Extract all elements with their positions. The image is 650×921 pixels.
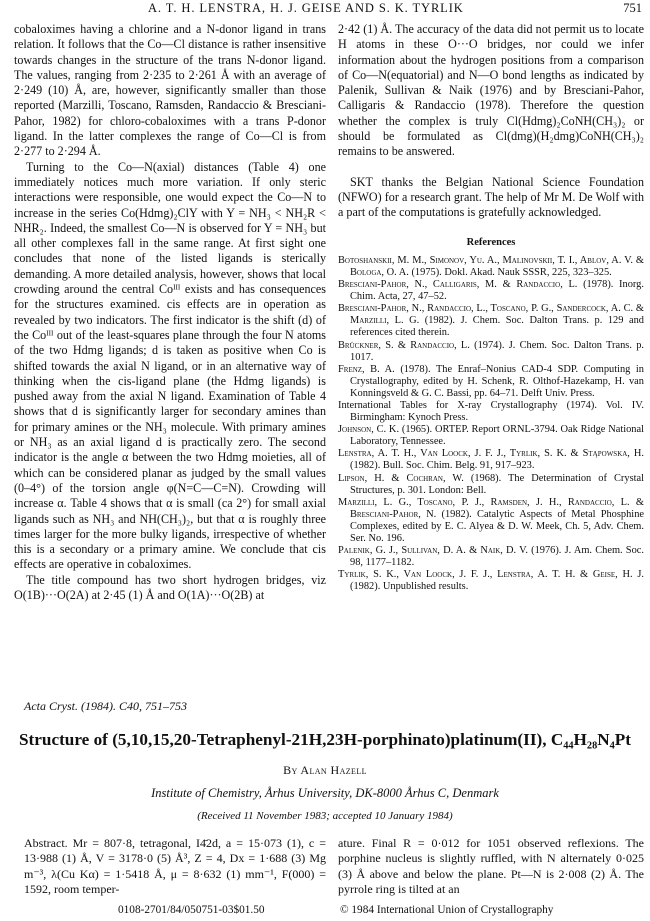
reference-authors: Bresciani-Pahor, N., Randaccio, L., Toscano, P. G., Sandercock, A. C. & Marzilli, L. G.: [338, 303, 644, 327]
reference-item: [338, 255, 644, 279]
reference-item: [338, 545, 644, 569]
right-column: [338, 22, 644, 593]
left-column: [14, 22, 326, 603]
header-authors: A. T. H. LENSTRA, H. J. GEISE AND S. K. TYRLIK: [148, 1, 464, 15]
reference-authors: Tyrlik, S. K., Van Loock, J. F. J., Lenstra, A. T. H. & Geise, H. J.: [338, 569, 644, 581]
reference-details: (1978). Inorg. Chim. Acta, 27, 47–52.: [350, 279, 644, 303]
reference-authors: Brückner, S. & Randaccio, L.: [338, 339, 470, 351]
reference-authors: Botoshanskii, M. M., Simonov, Yu. A., Malinovskii, T. I., Ablov, A. V. & Bologa, O. A.: [338, 254, 644, 278]
reference-details: (1976). J. Am. Chem. Soc. 98, 1177–1182.: [350, 545, 644, 569]
reference-authors: Bresciani-Pahor, N., Calligaris, M. & Randaccio, L.: [338, 279, 578, 291]
reference-item: [338, 569, 644, 593]
reference-details: (1978). The Enraf–Nonius CAD-4 SDP. Computing in Crystallography, edited by H. Schenk, R. Olthof-Hazekamp, H. van Konningsveld & G. C. Bassi, pp. 64–71. Delft Univ. Press.: [350, 363, 644, 399]
abstract-left: Abstract. Mr = 807·8, tetragonal, I4̄2d, a = 15·073 (1), c = 13·988 (1) Å, V = 3178·0 (5) Å³, Z = 4, Dx = 1·688 (3) Mg m⁻³, λ(Cu Kα) = 1·5418 Å, μ = 8·632 (1) mm⁻¹, F(000) = 1592, room temper-: [24, 836, 326, 897]
reference-details: (1982). Bull. Soc. Chim. Belg. 91, 917–923.: [350, 460, 535, 472]
reference-authors: Lenstra, A. T. H., Van Loock, J. F. J., Tyrlik, S. K. & Stąpowska, H.: [338, 448, 644, 460]
reference-details: (1968). The Determination of Crystal Structures, p. 301. London: Bell.: [350, 472, 644, 496]
reference-list: [338, 255, 644, 594]
reference-item: [338, 400, 644, 424]
reference-item: [338, 364, 644, 400]
journal-reference: Acta Cryst. (1984). C40, 751–753: [24, 699, 187, 713]
reference-authors: Marzilli, L. G., Toscano, P. J., Ramsden, J. H., Randaccio, L. & Bresciani-Pahor, N.: [338, 496, 644, 520]
article-author: By Alan Hazell: [283, 763, 367, 777]
reference-details: International Tables for X-ray Crystallography (1974). Vol. IV. Birmingham: Kynoch Press.: [338, 399, 644, 424]
reference-item: [338, 303, 644, 339]
reference-item: [338, 448, 644, 472]
acknowledgement: SKT thanks the Belgian National Science Foundation (NFWO) for a research grant. The help of Mr M. De Wolf with a part of the computations is gratefully acknowledged.: [338, 174, 644, 220]
footer-code: 0108-2701/84/050751-03$01.50: [118, 904, 265, 916]
body-paragraph: The title compound has two short hydrogen bridges, viz O(1B)···O(2A) at 2·45 (1) Å and O(1A)···O(2B) at: [14, 572, 326, 602]
footer-copyright: © 1984 International Union of Crystallography: [340, 904, 554, 916]
article-title: Structure of (5,10,15,20-Tetraphenyl-21H,23H-porphinato)platinum(II), C₄₄H₂₈N₄Pt: [18, 730, 632, 749]
body-paragraph: Turning to the Co—N(axial) distances (Table 4) one immediately notices much more variation. If only steric interactions were responsible, one would expect the Co—N to increase in the series Co(Hdmg)₂ClY with Y = NH₃ < NH₂R < NHR₂. Indeed, the smallest Co—N is observed for Y = NH₃ but all other complexes fall in the same range. At first sight one concludes that none of the listed ligands is sterically demanding. A more detailed analysis, however, shows that local crowding around the central Coᴵᴵᴵ exists and has consequences for the structures examined. cis effects are in operation as revealed by two indicators. The first indicator is the shift (d) of the Coᴵᴵᴵ out of the least-squares plane through the four N atoms of the two Hdmg ligands; d is taken as positive when Co is shifted towards the axial N ligand, or in an alternative way of thinking when the cis-ligand plane (the Hdmg ligands) is pushed away from the axial N ligand. Examination of Table 4 shows that d is significantly larger for secondary amines than for primary amines or the NH₃ molecule. With primary amines or NH₃ as an axial ligand d is practically zero. The second indicator is the angle α between the two Hdmg moieties, all of which can be considered planar as judged by the small values (0–4°) of the torsion angle φ(N=C—C=N). Crowding will increase α. Table 4 shows that α is small (ca 2°) for small axial ligands such as NH₃ and NH(CH₃)₂, but that α is roughly three times larger for the more bulky ligands, irrespective of whether this is a secondary or a primary amine. We conclude that cis effects are operative in cobaloximes.: [14, 159, 326, 572]
reference-item: [338, 497, 644, 545]
reference-authors: Palenik, G. J., Sullivan, D. A. & Naik, D. V.: [338, 545, 528, 557]
page-number: 751: [623, 1, 642, 15]
body-paragraph: 2·42 (1) Å. The accuracy of the data did not permit us to locate H atoms in these O···O bridges, nor could we infer information about the hydrogen positions from a comparison of Co—N(equatorial) and N—O bond lengths as indicated by Palenik, Sullivan & Naik (1976) and by Bresciani-Pahor, Calligaris & Randaccio (1978). Therefore the question whether the complex is truly Cl(Hdmg)₂CoNH(CH₃)₂ or should be formulated as Cl(dmg)(H₂dmg)CoNH(CH₃)₂ remains to be answered.: [338, 22, 644, 159]
reference-item: [338, 340, 644, 364]
reference-details: (1975). Dokl. Akad. Nauk SSSR, 225, 323–325.: [411, 266, 612, 278]
reference-item: [338, 424, 644, 448]
reference-details: (1974). J. Chem. Soc. Dalton Trans. p. 1017.: [350, 339, 644, 363]
abstract-right: ature. Final R = 0·012 for 1051 observed reflexions. The porphine nucleus is slightly ruffled, with N alternately 0·025 (3) Å above and below the plane. Pt—N is 2·008 (2) Å. The pyrrole ring is tilted at an: [338, 836, 644, 897]
received-dates: (Received 11 November 1983; accepted 10 January 1984): [197, 810, 453, 822]
author-institution: Institute of Chemistry, Århus University, DK-8000 Århus C, Denmark: [151, 786, 499, 800]
reference-item: [338, 473, 644, 497]
reference-authors: Frenz, B. A.: [338, 363, 395, 375]
reference-item: [338, 279, 644, 303]
references-heading: References: [466, 236, 516, 248]
reference-details: (1965). ORTEP. Report ORNL-3794. Oak Ridge National Laboratory, Tennessee.: [350, 424, 644, 448]
running-header: [0, 0, 650, 18]
body-paragraph: cobaloximes having a chlorine and a N-donor ligand in trans relation. It follows that the Co—Cl distance is rather insensitive towards changes in the structure of the trans N-donor ligand. The values, ranging from 2·235 to 2·261 Å with an average of 2·249 (10) Å, are, however, significantly smaller than those reported (Marzilli, Toscano, Ramsden, Randaccio & Bresciani-Pahor, 1982) for chloro-cobaloximes with a trans P-donor ligand. In the latter complexes the range of Co—Cl is from 2·277 to 2·294 Å.: [14, 22, 326, 159]
reference-authors: Lipson, H. & Cochran, W.: [338, 472, 464, 484]
reference-details: (1982). J. Chem. Soc. Dalton Trans. p. 129 and references cited therein.: [350, 315, 644, 339]
reference-authors: Johnson, C. K.: [338, 424, 400, 436]
reference-details: (1982). Catalytic Aspects of Metal Phosphine Complexes, edited by E. C. Alyea & D. W. Meek, Ch. 5, Adv. Chem. Ser. No. 196.: [350, 508, 644, 545]
reference-details: (1982). Unpublished results.: [350, 581, 469, 593]
